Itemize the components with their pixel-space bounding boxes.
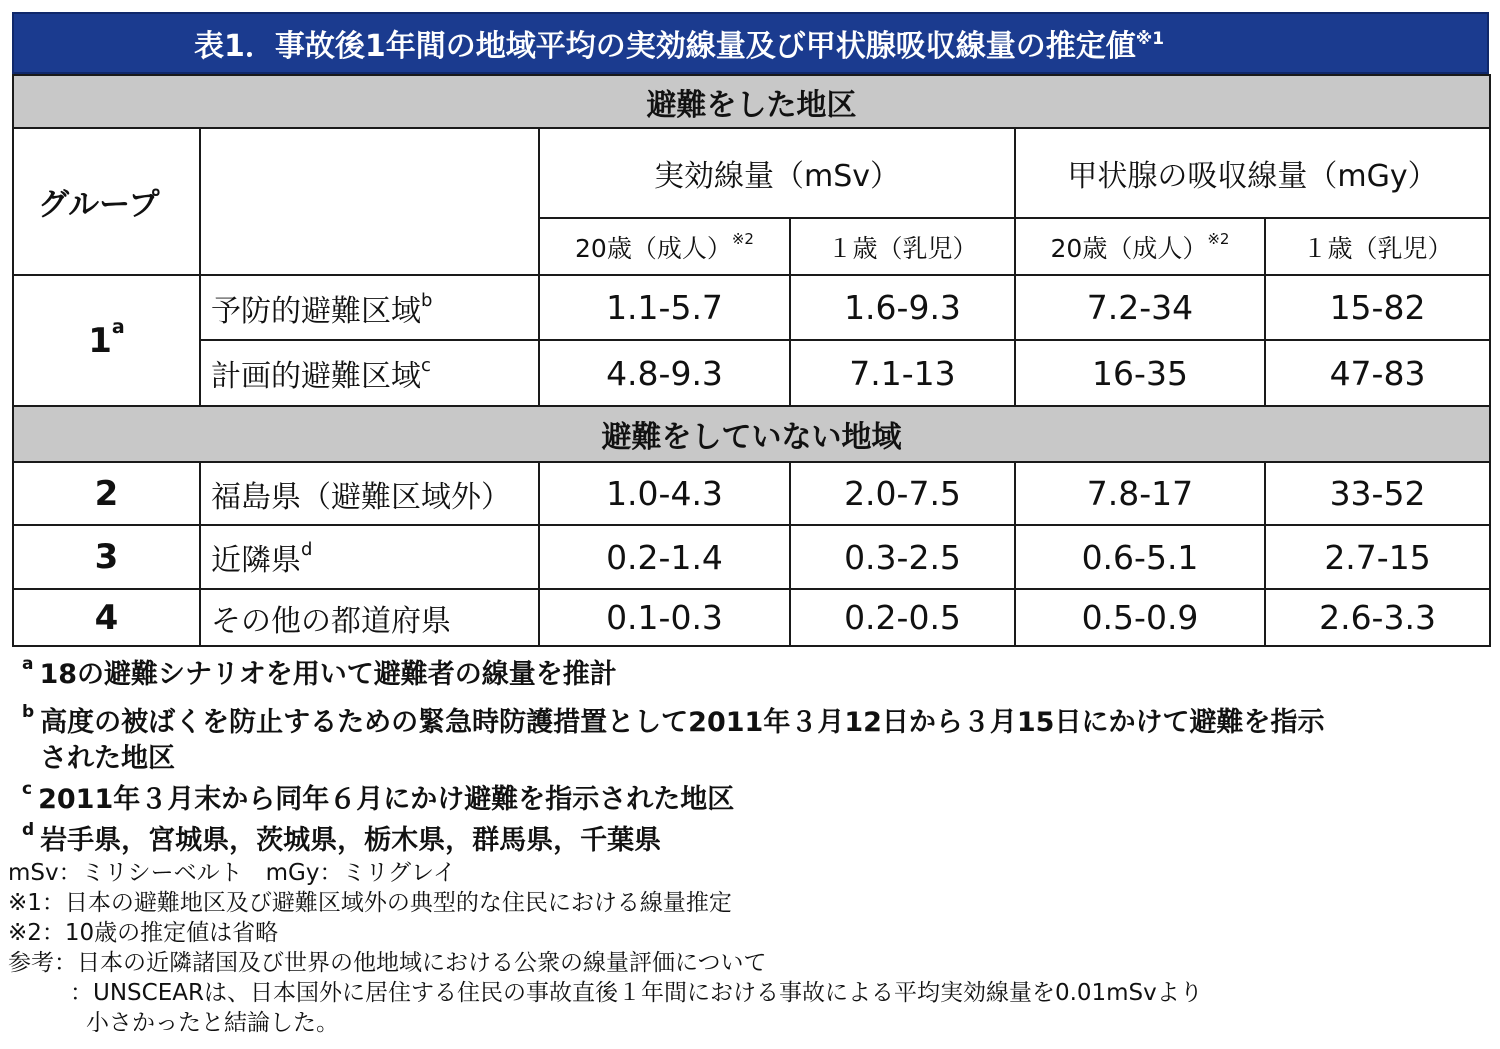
table-row	[13, 340, 1490, 406]
value-cell: 0.3-2.5	[790, 525, 1015, 589]
header-eff-infant: １歳（乳児）	[790, 218, 1015, 275]
footer-footnote-2: ※2：10歳の推定値は省略	[8, 920, 279, 946]
value-cell: 1.1-5.7	[539, 275, 790, 340]
value-cell: 33-52	[1265, 462, 1490, 525]
area-cell: 近隣県$^d$	[200, 525, 539, 589]
value-cell: 2.6-3.3	[1265, 589, 1490, 646]
header-thyroid-dose: 甲状腺の吸収線量（mGy）	[1015, 128, 1490, 218]
footer-reference: 参考：日本の近隣諸国及び世界の他地域における公衆の線量評価について	[8, 950, 767, 976]
note-d: $^d$ 岩手県，宮城県，茨城県，栃木県，群馬県，千葉県	[22, 820, 662, 856]
group-cell: 2	[13, 462, 200, 525]
table-title	[12, 12, 1489, 74]
value-cell: 16-35	[1015, 340, 1265, 406]
note-b: $^b$ 高度の被ばくを防止するための緊急時防護措置として2011年３月12日から３月15日にかけて避難を指示 された地区	[22, 702, 1325, 774]
footer	[8, 858, 1488, 1038]
note-a: $^a$ 18の避難シナリオを用いて避難者の線量を推計	[22, 654, 617, 690]
note-c: $^c$ 2011年３月末から同年６月にかけ避難を指示された地区	[22, 779, 735, 815]
group-cell: 4	[13, 589, 200, 646]
table-row	[13, 275, 1490, 340]
dose-table	[12, 74, 1491, 647]
title-text: 表1．事故後1年間の地域平均の実効線量及び甲状腺吸収線量の推定値	[194, 29, 1136, 64]
header-effective-dose: 実効線量（mSv）	[539, 128, 1015, 218]
header-area-blank	[200, 128, 539, 275]
value-cell: 0.5-0.9	[1015, 589, 1265, 646]
value-cell: 7.8-17	[1015, 462, 1265, 525]
footer-units: mSv：ミリシーベルト mGy：ミリグレイ	[8, 860, 456, 886]
header-thy-adult: 20歳（成人）$^{※2}$	[1015, 218, 1265, 275]
value-cell: 1.6-9.3	[790, 275, 1015, 340]
value-cell: 7.1-13	[790, 340, 1015, 406]
area-cell: その他の都道府県	[200, 589, 539, 646]
value-cell: 0.1-0.3	[539, 589, 790, 646]
value-cell: 0.2-1.4	[539, 525, 790, 589]
footer-reference-line-3: 小さかったと結論した。	[86, 1010, 339, 1036]
table-row	[13, 589, 1490, 646]
header-eff-adult: 20歳（成人）$^{※2}$	[539, 218, 790, 275]
value-cell: 47-83	[1265, 340, 1490, 406]
group-cell: 3	[13, 525, 200, 589]
footer-reference-line-2: ：UNSCEARは、日本国外に居住する住民の事故直後１年間における事故による平均実効線量を0.01mSvより	[70, 980, 1203, 1006]
area-cell: 福島県（避難区域外）	[200, 462, 539, 525]
value-cell: 15-82	[1265, 275, 1490, 340]
value-cell: 4.8-9.3	[539, 340, 790, 406]
group-cell: 1$^a$	[13, 275, 200, 406]
header-group: グループ	[13, 128, 200, 275]
footer-footnote-1: ※1：日本の避難地区及び避難区域外の典型的な住民における線量推定	[8, 890, 732, 916]
value-cell: 2.7-15	[1265, 525, 1490, 589]
table-row	[13, 462, 1490, 525]
value-cell: 2.0-7.5	[790, 462, 1015, 525]
table-row	[13, 525, 1490, 589]
header-thy-infant: １歳（乳児）	[1265, 218, 1490, 275]
title-note-mark: ※1	[1135, 29, 1165, 49]
value-cell: 0.6-5.1	[1015, 525, 1265, 589]
area-cell: 予防的避難区域$^b$	[200, 275, 539, 340]
section-not-evacuated: 避難をしていない地域	[13, 406, 1490, 462]
value-cell: 7.2-34	[1015, 275, 1265, 340]
value-cell: 1.0-4.3	[539, 462, 790, 525]
value-cell: 0.2-0.5	[790, 589, 1015, 646]
section-evacuated: 避難をした地区	[13, 75, 1490, 128]
area-cell: 計画的避難区域$^c$	[200, 340, 539, 406]
